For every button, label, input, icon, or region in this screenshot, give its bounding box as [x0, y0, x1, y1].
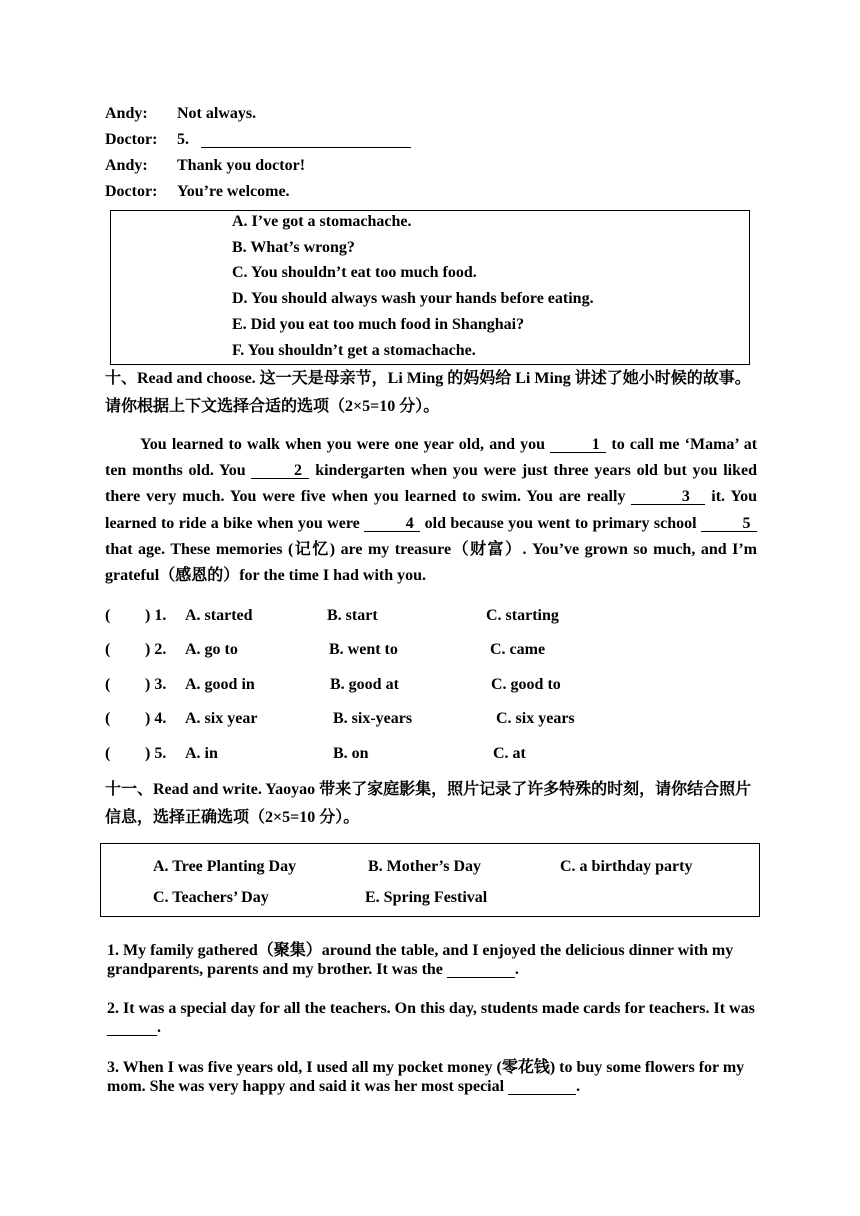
answer-blank[interactable]	[107, 1020, 157, 1036]
question-number: ) 3.	[145, 676, 167, 693]
answer-blank[interactable]	[508, 1079, 576, 1095]
cloze-passage	[105, 432, 757, 589]
choice-b: B. good at	[330, 676, 399, 693]
option-e: E. Did you eat too much food in Shanghai?	[232, 316, 525, 333]
choice-a: A. good in	[185, 676, 255, 693]
question-number: ) 2.	[145, 641, 167, 658]
speaker: Doctor:	[105, 183, 158, 200]
choice-c: C. starting	[486, 607, 559, 624]
option-d: D. You should always wash your hands before eating.	[232, 290, 594, 307]
choice-c: C. six years	[496, 710, 575, 727]
passage-text: You learned to walk when you were one year old, and you	[140, 436, 546, 453]
line-text: Thank you doctor!	[177, 157, 306, 174]
question-number: ) 5.	[145, 745, 167, 762]
word-option-d: C. Teachers’ Day	[153, 889, 269, 906]
passage-text: that age. These memories (记忆) are my treasure（财富）. You’ve grown so much, and I’m grateful（感恩的）for the time I had with you.	[105, 540, 757, 585]
choice-a: A. six year	[185, 710, 258, 727]
speaker: Andy:	[105, 157, 148, 174]
blank-3[interactable]: 3	[631, 489, 705, 505]
answer-paren[interactable]: (	[105, 745, 111, 762]
passage-text: old because you went to primary school	[424, 514, 697, 532]
choice-a: A. go to	[185, 641, 238, 658]
choice-c: C. came	[490, 641, 546, 658]
dialogue-line-2	[105, 131, 411, 149]
option-c: C. You shouldn’t eat too much food.	[232, 264, 477, 281]
write-item-1	[107, 941, 759, 979]
question-number: ) 1.	[145, 607, 167, 624]
line-text: Not always.	[177, 105, 257, 122]
answer-paren[interactable]: (	[105, 641, 111, 658]
answer-paren[interactable]: (	[105, 607, 111, 624]
section-11-heading: 十一、Read and write. Yaoyao 带来了家庭影集，照片记录了许多特殊的时刻，请你结合照片信息，选择正确选项（2×5=10 分）。	[105, 781, 752, 826]
item-end: .	[157, 1019, 161, 1036]
option-b: B. What’s wrong?	[232, 239, 355, 256]
passage-text: to call me ‘Mama’ at ten months old. You	[105, 436, 758, 480]
dialogue-line-3	[105, 157, 305, 175]
dialogue-line-1	[105, 105, 256, 123]
choice-c: C. at	[493, 745, 526, 762]
choice-b: B. went to	[329, 641, 398, 658]
passage-text: kindergarten when you were just three years old but you liked there very much. You were five when you learned to swim. You are really	[105, 462, 757, 506]
blank-4[interactable]: 4	[364, 516, 420, 532]
write-item-3	[107, 1058, 759, 1096]
item-end: .	[576, 1078, 581, 1095]
blank-2[interactable]: 2	[251, 463, 309, 479]
word-option-b: B. Mother’s Day	[368, 858, 482, 875]
item-text: 2. It was a special day for all the teachers. On this day, students made cards for teachers. It was	[107, 1000, 755, 1017]
write-item-2	[107, 999, 759, 1037]
item-text: 3. When I was five years old, I used all my pocket money (零花钱) to buy some flowers for my mom. She was very happy and said it was her most special	[107, 1059, 745, 1095]
answer-blank[interactable]	[447, 962, 515, 978]
option-f: F. You shouldn’t get a stomachache.	[232, 342, 476, 359]
word-option-a: A. Tree Planting Day	[153, 858, 297, 875]
section-10-heading: 十、Read and choose. 这一天是母亲节，Li Ming 的妈妈给 Li Ming 讲述了她小时候的故事。请你根据上下文选择合适的选项（2×5=10 分）。	[105, 370, 751, 415]
answer-blank[interactable]	[201, 132, 411, 148]
choice-a: A. started	[185, 607, 253, 624]
dialogue-line-4	[105, 183, 290, 201]
choice-b: B. start	[327, 607, 378, 624]
choice-a: A. in	[185, 745, 218, 762]
word-option-e: E. Spring Festival	[365, 889, 488, 906]
speaker: Andy:	[105, 105, 148, 122]
item-text: 1. My family gathered（聚集）around the table, and I enjoyed the delicious dinner with my grandparents, parents and my brother. It was the	[107, 942, 734, 978]
question-number: ) 4.	[145, 710, 167, 727]
word-option-c: C. a birthday party	[560, 858, 693, 875]
blank-5[interactable]: 5	[701, 516, 757, 532]
passage-text: it. You learned to ride a bike when you were	[105, 488, 758, 532]
choice-b: B. on	[333, 745, 369, 762]
choice-b: B. six-years	[333, 710, 413, 727]
answer-paren[interactable]: (	[105, 676, 111, 693]
blank-1[interactable]: 1	[550, 437, 606, 453]
item-end: .	[514, 961, 519, 978]
option-a: A. I’ve got a stomachache.	[232, 213, 412, 230]
speaker: Doctor:	[105, 131, 158, 148]
line-text: 5.	[177, 131, 189, 148]
line-text: You’re welcome.	[177, 183, 290, 200]
answer-paren[interactable]: (	[105, 710, 111, 727]
choice-c: C. good to	[491, 676, 561, 693]
